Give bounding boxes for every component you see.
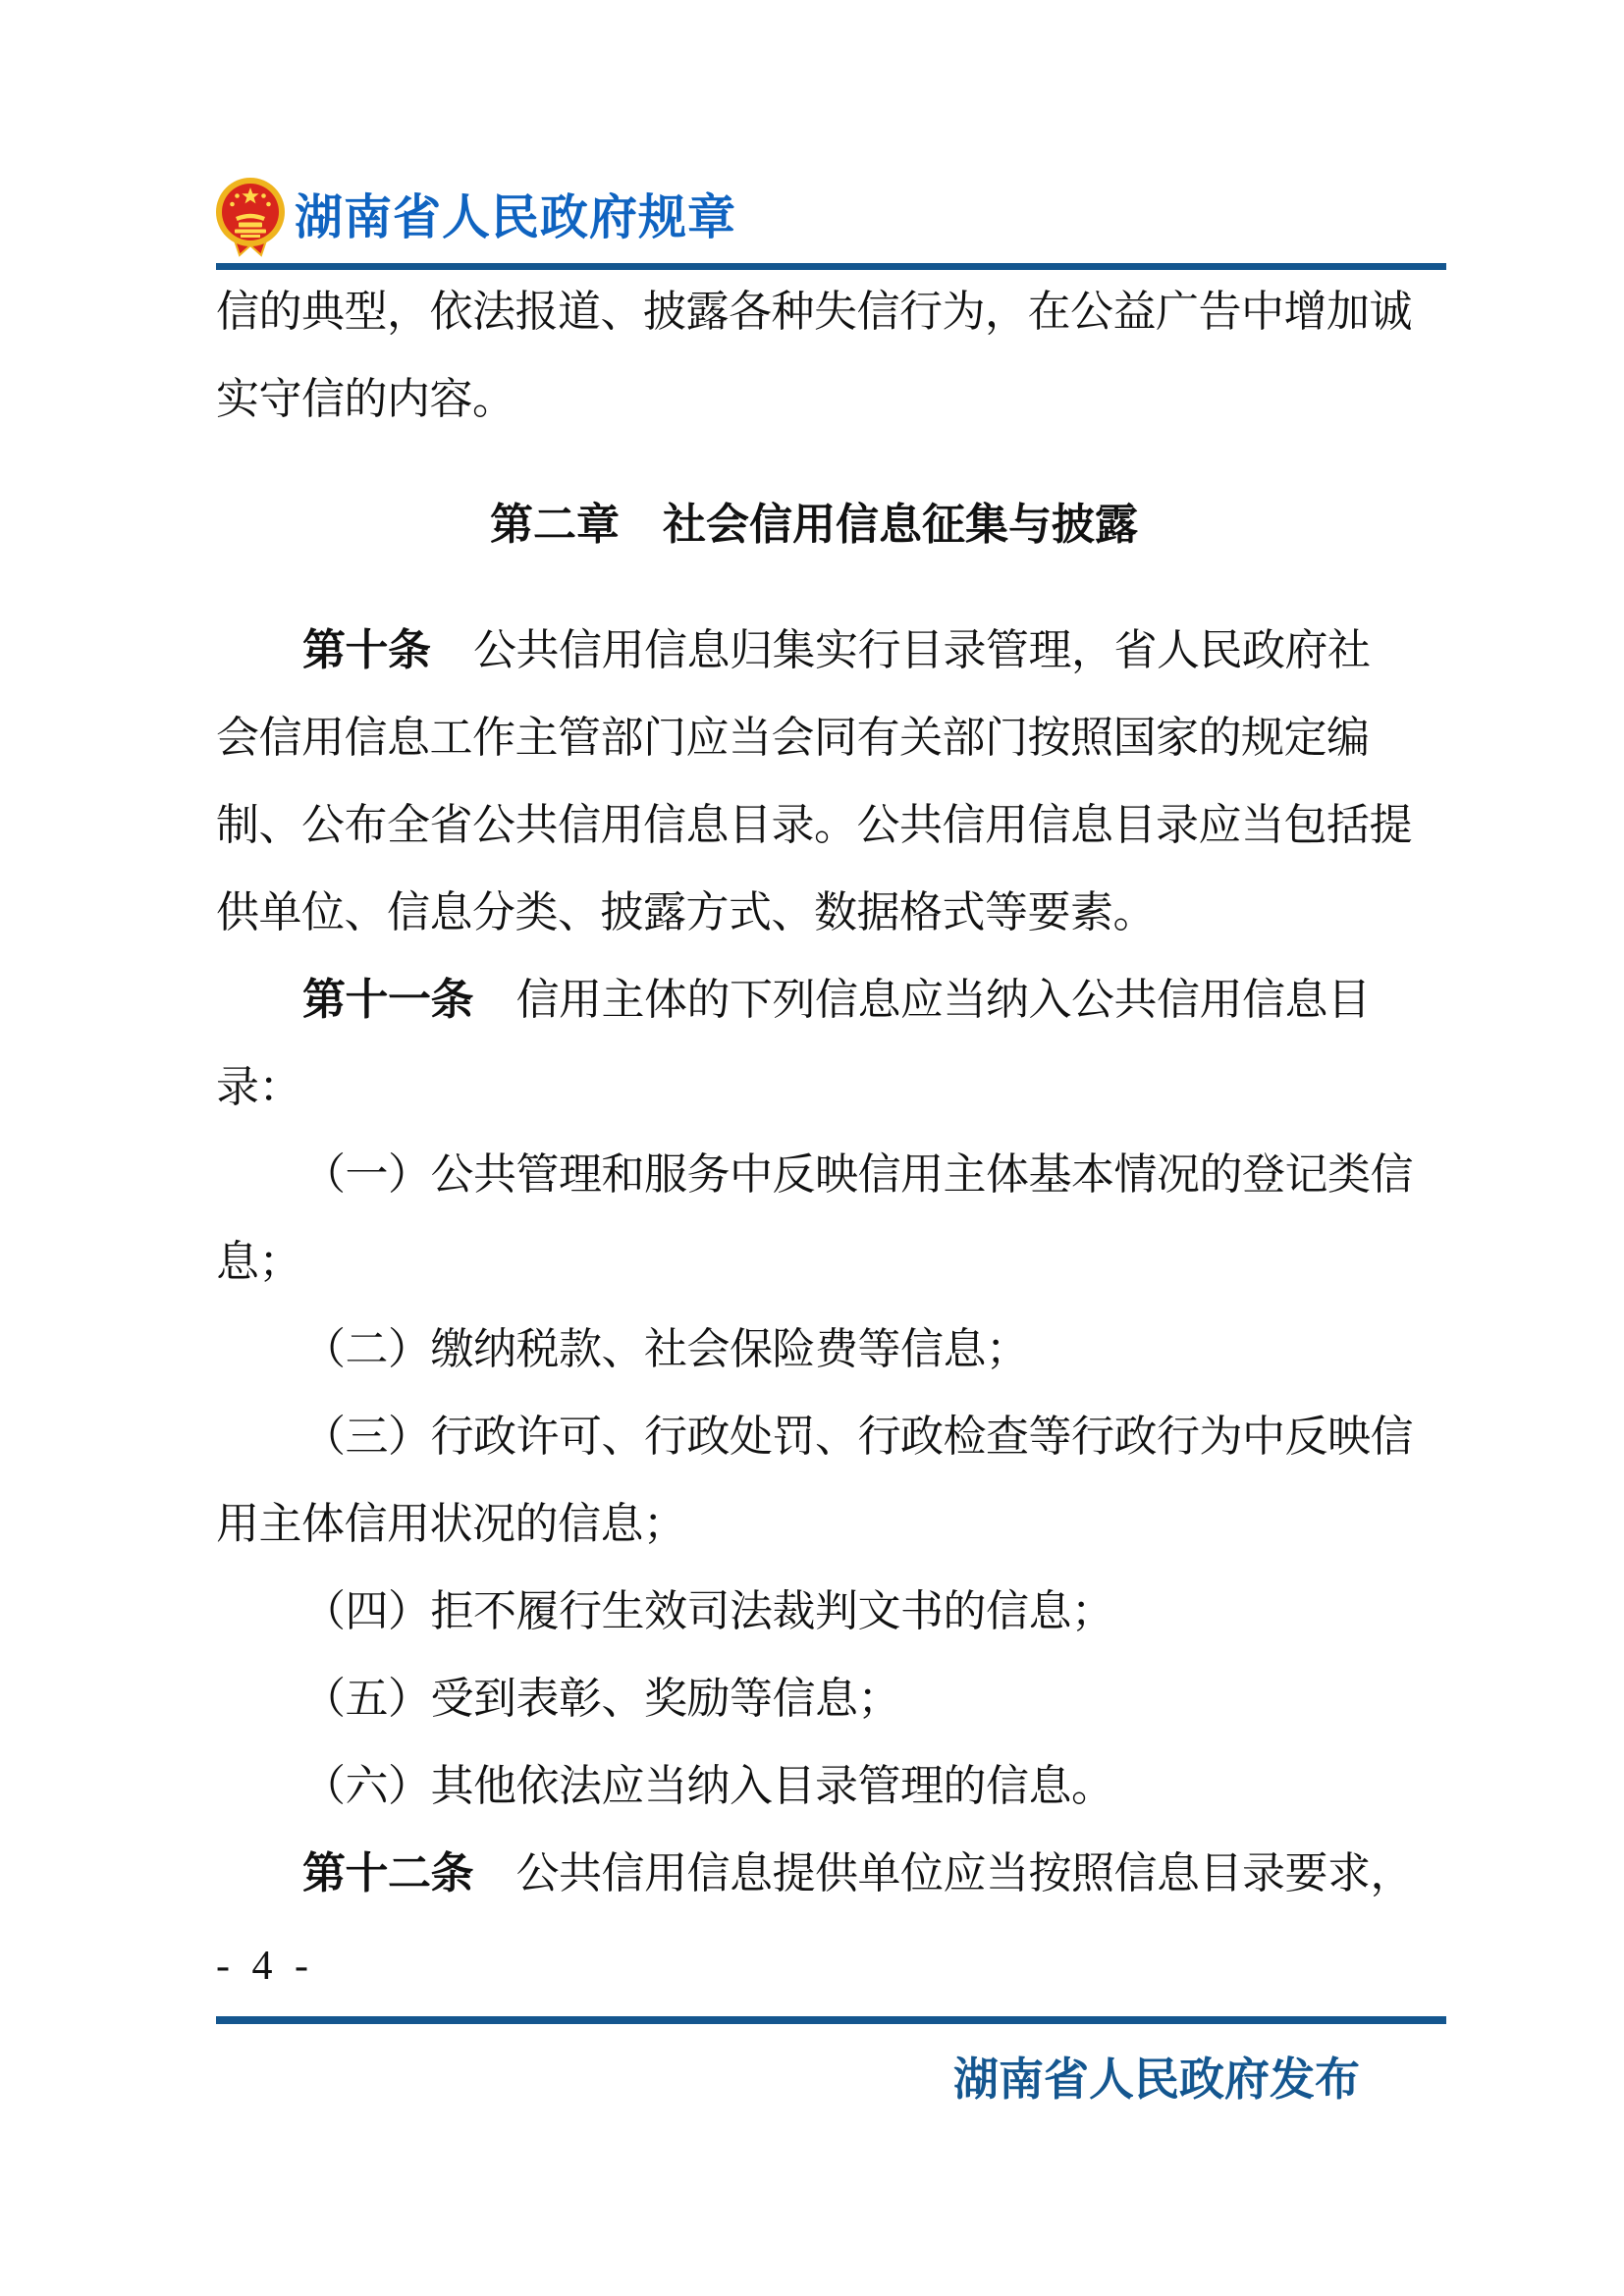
body-line xyxy=(216,1393,1412,1480)
chapter-heading xyxy=(216,481,1412,568)
body-line xyxy=(216,869,1412,956)
line-text: 用主体信用状况的信息； xyxy=(216,1500,686,1548)
body-line xyxy=(216,781,1412,869)
body-line xyxy=(216,268,1412,355)
line-text: 息； xyxy=(216,1238,301,1286)
article-number: 第十一条 xyxy=(302,976,473,1024)
body-line xyxy=(216,1131,1412,1218)
line-text: （四）拒不履行生效司法裁判文书的信息； xyxy=(302,1587,1114,1635)
body-line xyxy=(216,1218,1412,1306)
line-text: 公共信用信息提供单位应当按照信息目录要求， xyxy=(473,1849,1413,1897)
footer-divider xyxy=(216,2016,1446,2024)
publisher-label: 湖南省人民政府发布 xyxy=(953,2055,1360,2105)
line-text: 实守信的内容。 xyxy=(216,375,515,423)
article-number: 第十条 xyxy=(302,626,431,674)
line-text: 会信用信息工作主管部门应当会同有关部门按照国家的规定编 xyxy=(216,714,1370,762)
line-text: 制、公布全省公共信用信息目录。公共信用信息目录应当包括提 xyxy=(216,801,1412,849)
line-text: 第二章 社会信用信息征集与披露 xyxy=(490,501,1138,549)
line-text: 信的典型，依法报道、披露各种失信行为，在公益广告中增加诚 xyxy=(216,288,1412,336)
line-text: （六）其他依法应当纳入目录管理的信息。 xyxy=(302,1762,1114,1810)
line-text: （三）行政许可、行政处罚、行政检查等行政行为中反映信 xyxy=(302,1413,1413,1461)
body-line xyxy=(216,694,1412,781)
body-line xyxy=(216,1568,1412,1655)
body-line xyxy=(216,956,1412,1043)
body-line xyxy=(216,1480,1412,1568)
body-line xyxy=(216,607,1412,694)
body-line xyxy=(216,1306,1412,1393)
line-text: 供单位、信息分类、披露方式、数据格式等要素。 xyxy=(216,888,1156,936)
national-emblem-icon xyxy=(214,175,287,259)
body-line xyxy=(216,1830,1412,1917)
line-text: （二）缴纳税款、社会保险费等信息； xyxy=(302,1325,1029,1373)
line-text: （五）受到表彰、奖励等信息； xyxy=(302,1675,900,1723)
page-number: - 4 - xyxy=(216,1944,314,1989)
body-line xyxy=(216,1742,1412,1830)
body-line xyxy=(216,1655,1412,1742)
line-text: 录： xyxy=(216,1063,301,1111)
line-text: 公共信用信息归集实行目录管理，省人民政府社 xyxy=(430,626,1371,674)
document-header xyxy=(214,175,736,259)
document-title: 湖南省人民政府规章 xyxy=(295,189,737,244)
body-line xyxy=(216,355,1412,443)
line-text: 信用主体的下列信息应当纳入公共信用信息目 xyxy=(473,976,1371,1024)
line-text: （一）公共管理和服务中反映信用主体基本情况的登记类信 xyxy=(302,1150,1413,1199)
article-number: 第十二条 xyxy=(302,1849,473,1897)
document-body xyxy=(216,268,1412,1917)
body-line xyxy=(216,1043,1412,1131)
